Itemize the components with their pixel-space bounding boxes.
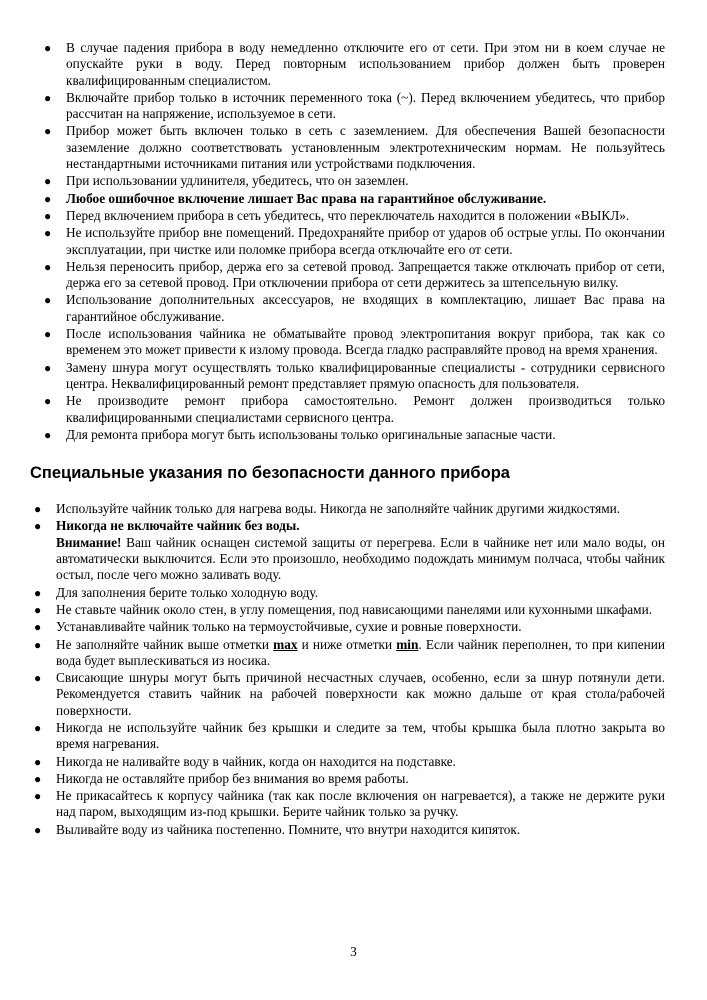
attention-label: Внимание! (56, 534, 122, 550)
list-item: ● Не используйте прибор вне помещений. Предохраняйте прибор от ударов об острые углы. По окончании эксплуатации, при чистке или поломке прибора всегда отключайте его от сети. (44, 225, 665, 257)
section-title: Специальные указания по безопасности данного прибора (30, 464, 510, 483)
bullet-icon: ● (34, 754, 42, 769)
min-mark: min (396, 636, 419, 652)
list-item: ● Не прикасайтесь к корпусу чайника (так как после включения он нагревается), а также не держите руки над паром, выходящим из-под крышки. Берите чайник только за ручку. (34, 788, 665, 820)
bullet-icon: ● (34, 771, 42, 786)
list-item: ● Перед включением прибора в сеть убедитесь, что переключатель находится в положении «ВЫКЛ». (44, 207, 630, 223)
bullet-icon: ● (34, 822, 42, 837)
bullet-icon: ● (44, 293, 52, 308)
list-item: ● Нельзя переносить прибор, держа его за сетевой провод. Запрещается также отключать прибор от сети, держа его за сетевой провод. При отключении прибора от сети держитесь за штепсельную вилку. (44, 258, 665, 291)
list-item: ● После использования чайника не обматывайте провод электропитания вокруг прибора, так как со временем это может привести к излому провода. Всегда гладко расправляйте провод на время хранения. (44, 326, 665, 358)
list-item: ● Замену шнура могут осуществлять только квалифицированные специалисты - сотрудники сервисного центра. Неквалифицированный ремонт представляет прямую опасность для пользователя. (44, 359, 665, 391)
list-item: ● Для ремонта прибора могут быть использованы только оригинальные запасные части. (44, 426, 556, 442)
bullet-icon: ● (34, 720, 42, 735)
list-item: ● Прибор может быть включен только в сеть с заземлением. Для обеспечения Вашей безопасности заземление должно соответствовать установленным электротехническим нормам. Не пользуйтесь нестандартными источниками питания или устройствами подключения. (44, 123, 665, 172)
list-item: ● Никогда не наливайте воду в чайник, когда он находится на подставке. (34, 753, 456, 769)
bullet-icon: ● (34, 620, 42, 635)
bullet-icon: ● (44, 191, 52, 206)
bullet-icon: ● (44, 208, 52, 223)
list-item: ● Никогда не включайте чайник без воды. Внимание! Ваш чайник оснащен системой защиты от перегрева. Если в чайнике нет или мало воды, он автоматически выключится. Если это произошло, необходимо подождать минимум полчаса, чтобы чайник остыл, после чего можно заливать воду. (34, 518, 665, 583)
bullet-icon: ● (44, 41, 52, 55)
list-item: ● Для заполнения берите только холодную воду. (34, 584, 319, 600)
list-item: ● Не ставьте чайник около стен, в углу помещения, под нависающими панелями или кухонными шкафами. (34, 601, 653, 617)
bullet-icon: ● (34, 602, 42, 617)
bullet-icon: ● (34, 585, 42, 600)
max-mark: max (273, 636, 298, 652)
bullet-icon: ● (44, 360, 52, 375)
bullet-icon: ● (44, 90, 52, 105)
bullet-icon: ● (44, 174, 52, 189)
no-water-warning: Никогда не включайте чайник без воды. (56, 518, 300, 534)
list-item: ● Используйте чайник только для нагрева воды. Никогда не заполняйте чайник другими жидкостями. (34, 501, 621, 517)
bullet-icon: ● (44, 259, 52, 274)
bullet-icon: ● (44, 427, 52, 442)
list-item: ● При использовании удлинителя, убедитесь, что он заземлен. (44, 173, 409, 189)
bullet-icon: ● (34, 502, 42, 517)
bullet-icon: ● (44, 226, 52, 241)
list-item: ● В случае падения прибора в воду немедленно отключите его от сети. При этом ни в коем случае не опускайте руки в воду. Перед повторным использованием прибор должен быть проверен квалифицированным специалистом. (44, 40, 665, 88)
list-item: ● Устанавливайте чайник только на термоустойчивые, сухие и ровные поверхности. (34, 619, 522, 635)
list-item: ● Выливайте воду из чайника постепенно. Помните, что внутри находится кипяток. (34, 821, 521, 837)
bullet-icon: ● (34, 637, 42, 652)
list-item: ● Никогда не оставляйте прибор без внимания во время работы. (34, 770, 409, 786)
general-safety-list (30, 40, 665, 443)
special-safety-list (30, 501, 665, 838)
bullet-icon: ● (34, 519, 42, 534)
list-item: ● Свисающие шнуры могут быть причиной несчастных случаев, особенно, если за шнур потянули дети. Рекомендуется ставить чайник на рабочей поверхности как можно дальше от края стола/рабочей поверхности. (34, 670, 665, 718)
list-item: ● Не производите ремонт прибора самостоятельно. Ремонт должен производиться только квалифицированными специалистами сервисного центра. (44, 393, 665, 425)
bullet-icon: ● (44, 327, 52, 342)
list-item: ● Любое ошибочное включение лишает Вас права на гарантийное обслуживание. (44, 190, 547, 206)
list-item: ● Не заполняйте чайник выше отметки max и ниже отметки min. Если чайник переполнен, то при кипении вода будет выплескиваться из носика. (34, 636, 665, 668)
list-item: ● Включайте прибор только в источник переменного тока (~). Перед включением убедитесь, что прибор рассчитан на напряжение, используемое в сети. (44, 89, 665, 122)
list-item: ● Никогда не используйте чайник без крышки и следите за тем, чтобы крышка была плотно закрыта во время нагревания. (34, 719, 665, 752)
bullet-icon: ● (44, 394, 52, 409)
bullet-icon: ● (34, 789, 42, 804)
bullet-icon: ● (34, 671, 42, 686)
bullet-icon: ● (44, 124, 52, 139)
page-number: 3 (350, 944, 357, 959)
list-item: ● Использование дополнительных аксессуаров, не входящих в комплектацию, лишает Вас права на гарантийное обслуживание. (44, 292, 665, 324)
